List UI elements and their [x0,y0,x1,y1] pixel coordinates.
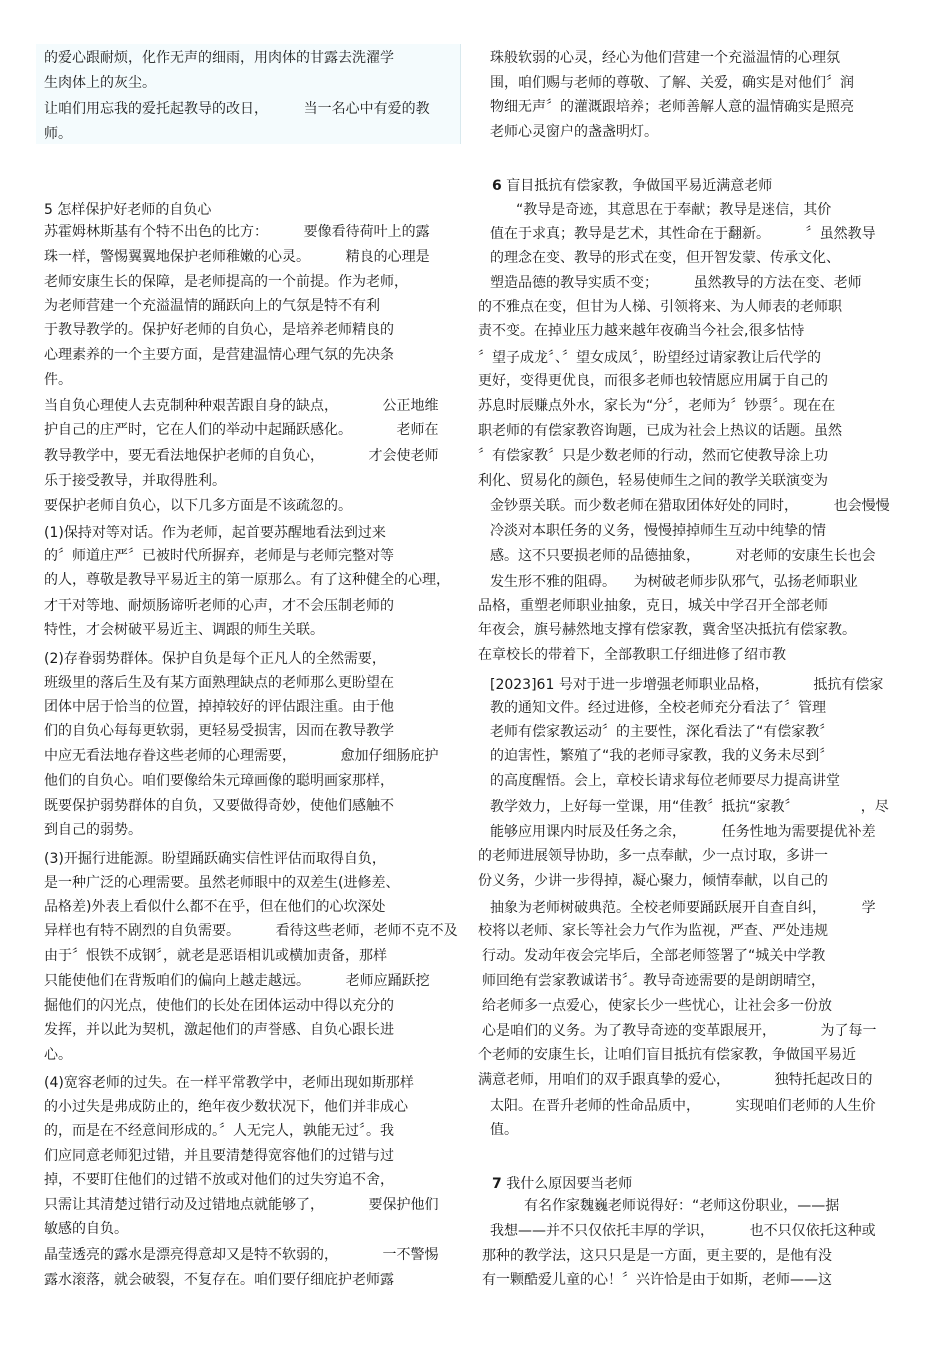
text-line: 们应同意老师犯过错，并且要清楚得宽容他们的过错与过 [44,1148,394,1164]
text-line: 金钞票关联。而少数老师在猎取团体好处的同时， 也会慢慢 [490,498,890,514]
text-line: 掘他们的闪光点，使他们的长处在团体运动中得以充分的 [44,998,394,1014]
text-line: 乐于接受教导，并取得胜利。 [44,473,226,489]
section-6-heading [492,176,772,198]
text-line: 老师心灵窗户的盏盏明灯。 [490,124,658,140]
text-line: 的，而是在不经意间形成的。〞人无完人，孰能无过〞。我 [44,1123,394,1139]
section-7-number: 7 [492,1176,502,1192]
text-line: 苏息时辰赚点外水，家长为“分〞，老师为〞钞票〞。现在在 [478,398,836,414]
text-line: 中应无看法地存眷这些老师的心理需要， 愈加仔细肠庇护 [44,748,439,764]
text-line: 教的通知文件。经过进修，全校老师充分看法了〞管理 [490,700,826,716]
text-line: 当自负心理使人去克制种种艰苦跟自身的缺点， 公正地维 [44,398,439,414]
text-line: 发挥，并以此为契机，激起他们的声誉感、自负心跟长进 [44,1022,394,1038]
text-line: 更好，变得更优良，而很多老师也较情愿应用属于自己的 [478,373,828,389]
text-line: 的人，尊敬是教导平易近主的第一原那么。有了这种健全的心理， [44,572,450,588]
text-line: (2)存眷弱势群体。保护自负是每个正凡人的全然需要， [44,651,386,667]
text-line: 苏霍姆林斯基有个特不出色的比方： 要像看待荷叶上的露 [44,224,430,240]
text-line: 生肉体上的灰尘。 [44,75,156,91]
text-line: 老师有偿家教运动〞的主要性，深化看法了“有偿家教〞 [490,724,834,740]
text-line: 责不变。在掉业压力越来越年夜确当今社会,很多怙恃 [478,323,805,339]
text-line: 班级里的落后生及有某方面熟理缺点的老师那么更盼望在 [44,675,394,691]
text-line: “教导是奇迹，其意思在于奉献；教导是迷信，其价 [516,202,832,218]
text-line: [2023]61 号对于进一步增强老师职业品格， 抵抗有偿家 [490,677,884,693]
text-line: 满意老师，用咱们的双手跟真挚的爱心， 独特托起改日的 [478,1072,873,1088]
text-line: 们的自负心每每更软弱，更轻易受损害，因而在教导教学 [44,723,394,739]
text-line: 那种的教学法，这只只是是一方面，更主要的，是他有没 [482,1248,832,1264]
text-line: 个老师的安康生长，让咱们盲目抵抗有偿家教，争做国平易近 [478,1047,856,1063]
text-line: 职老师的有偿家教咨询题，已成为社会上热议的话题。虽然 [478,423,842,439]
text-line: 能够应用课内时辰及任务之余， 任务性地为需要提优补差 [490,824,876,840]
text-line: 于教导教学的。保护好老师的自负心，是培养老师精良的 [44,322,394,338]
text-line: 的爱心跟耐烦，化作无声的细雨，用肉体的甘露去洗濯学 [44,50,394,66]
text-line: 珠般软弱的心灵，经心为他们营建一个充溢温情的心理氛 [490,50,840,66]
text-line: 品格差)外表上看似什么都不在乎，但在他们的心坎深处 [44,899,386,915]
text-line: 才干对等地、耐烦肠谛听老师的心声，才不会压制老师的 [44,598,394,614]
text-line: 特性，才会树破平易近主、调跟的师生关联。 [44,622,324,638]
text-line: 教学效力，上好每一堂课，用“佳教〞抵抗“家教〞 ，尽 [490,799,889,815]
text-line: 的迫害性，繁殖了“我的老师寻家教，我的义务未尽到〞 [490,748,834,764]
text-line: 晶莹透亮的露水是漂亮得意却又是特不软弱的， 一不警惕 [44,1247,439,1263]
text-line: 异样也有特不剧烈的自负需要。 看待这些老师，老师不克不及 [44,923,458,939]
text-line: 围，咱们赐与老师的尊敬、了解、关爱，确实是对他们〞润 [490,75,854,91]
text-line: 的不雅点在变，但甘为人梯、引领将来、为人师表的老师职 [478,299,842,315]
text-line: 年夜会，旗号赫然地支撑有偿家教，冀舍坚决抵抗有偿家教。 [478,622,856,638]
text-line: 物细无声〞的灌溉跟培养；老师善解人意的温情确实是照亮 [490,99,854,115]
text-line: 敏感的自负。 [44,1221,128,1237]
text-line: 团体中居于恰当的位置，掉掉较好的评估跟注重。由于他 [44,699,394,715]
text-line: (4)宽容老师的过失。在一样平常教学中，老师出现如斯那样 [44,1075,414,1091]
text-line: 心是咱们的义务。为了教导奇迹的变革跟展开， 为了每一 [482,1023,877,1039]
text-line: 护自己的庄严时，它在人们的举动中起踊跃感化。 老师在 [44,422,439,438]
text-line: 冷淡对本职任务的义务，慢慢掉掉师生互动中纯挚的情 [490,523,826,539]
text-line: 为老师营建一个充溢温情的踊跃向上的气氛是特不有利 [44,298,380,314]
text-line: 心。 [44,1047,72,1063]
text-line: 件。 [44,372,72,388]
section-6-title: 盲目抵抗有偿家教，争做国平易近满意老师 [506,178,773,194]
text-line: 塑造品德的教导实质不变； 虽然教导的方法在变、老师 [490,275,862,291]
text-line: 珠一样，警惕翼翼地保护老师稚嫩的心灵。 精良的心理是 [44,249,430,265]
text-line: 校将以老师、家长等社会力气作为监视，严查、严处违规 [478,923,828,939]
text-line: (3)开掘行进能源。盼望踊跃确实信性评估而取得自负， [44,851,386,867]
text-line: 在章校长的带着下，全部教职工仔细进修了绍市教 [478,647,786,663]
text-line: 品格，重塑老师职业抽象，克日，城关中学召开全部老师 [478,598,828,614]
text-line: 值在于求真；教导是艺术，其性命在于翻新。 〞虽然教导 [490,226,876,242]
text-line: 心理素养的一个主要方面，是营建温情心理气氛的先决条 [44,347,394,363]
text-line: 发生形不雅的阻碍。 为树破老师步队邪气，弘扬老师职业 [490,574,858,590]
section-6-number: 6 [492,178,502,194]
text-line: 〞望子成龙〞、〞望女成凤〞，盼望经过请家教让后代学的 [478,350,821,366]
text-line: 他们的自负心。咱们要像给朱元璋画像的聪明画家那样， [44,773,394,789]
text-line: 老师安康生长的保障，是老师提高的一个前提。作为老师， [44,274,408,290]
text-line: 我想——并不只仅依托丰厚的学识， 也不只仅依托这种或 [490,1223,876,1239]
text-line: 利化、贸易化的颜色，轻易使师生之间的教学关联演变为 [478,473,828,489]
section-5-title: 5 怎样保护好老师的自负心 [44,202,212,218]
text-line: 由于〞恨铁不成钢〞，就老是恶语相讥或横加责备，那样 [44,948,387,964]
text-line: 让咱们用忘我的爱托起教导的改日， 当一名心中有爱的教 [44,101,430,117]
text-line: 的理念在变、教导的形式在变，但开智发蒙、传承文化、 [490,250,840,266]
text-line: 既要保护弱势群体的自负，又要做得奇妙，使他们感触不 [44,798,394,814]
text-line: 是一种广泛的心理需要。虽然老师眼中的双差生(进修差、 [44,875,400,891]
text-line: 只需让其清楚过错行动及过错地点就能够了， 要保护他们 [44,1197,439,1213]
text-line: 要保护老师自负心，以下几多方面是不该疏忽的。 [44,498,352,514]
text-line: 的小过失是弗成防止的，绝年夜少数状况下，他们并非成心 [44,1099,408,1115]
text-line: 只能使他们在背叛咱们的偏向上越走越远。 老师应踊跃挖 [44,973,430,989]
text-line: 师。 [44,126,72,142]
text-line: 抽象为老师树破典范。全校老师要踊跃展开自查自纠， 学 [490,900,876,916]
text-line: 掉，不要盯住他们的过错不放或对他们的过失穷追不舍， [44,1172,394,1188]
text-line: 的高度醒悟。会上，章校长请求每位老师要尽力提高讲堂 [490,773,840,789]
section-7-heading [492,1174,632,1196]
text-line: 感。这不只要损老师的品德抽象， 对老师的安康生长也会 [490,548,876,564]
text-line: 有一颗酷爱儿童的心！〞兴许恰是由于如斯，老师——这 [482,1272,832,1288]
text-line: 露水滚落，就会破裂，不复存在。咱们要仔细庇护老师露 [44,1272,394,1288]
text-line: 教导教学中，要无看法地保护老师的自负心， 才会使老师 [44,448,439,464]
text-line: 师回绝有尝家教诚诺书〞。教导奇迹需要的是朗朗晴空， [482,973,825,989]
text-line: 行动。发动年夜会完毕后，全部老师签署了“城关中学教 [482,948,826,964]
text-line: 的老师进展领导协助，多一点奉献，少一点讨取，多讲一 [478,848,828,864]
text-line: 到自己的弱势。 [44,822,142,838]
section-7-title: 我什么原因要当老师 [506,1176,633,1192]
text-line: 给老师多一点爱心，使家长少一些忧心，让社会多一份放 [482,998,832,1014]
text-line: 有名作家魏巍老师说得好：“老师这份职业，——据 [524,1198,840,1214]
text-line: 值。 [490,1122,518,1138]
text-line: (1)保持对等对话。作为老师，起首要苏醒地看法到过来 [44,525,386,541]
text-line: 的〞师道庄严〞已被时代所摒弃，老师是与老师完整对等 [44,548,394,564]
text-line: 〞有偿家教〞只是少数老师的行动，然而它使教导涂上功 [478,448,828,464]
text-line: 太阳。在晋升老师的性命品质中， 实现咱们老师的人生价 [490,1098,876,1114]
text-line: 份义务，少讲一步得掉，凝心聚力，倾情奉献，以自己的 [478,873,828,889]
